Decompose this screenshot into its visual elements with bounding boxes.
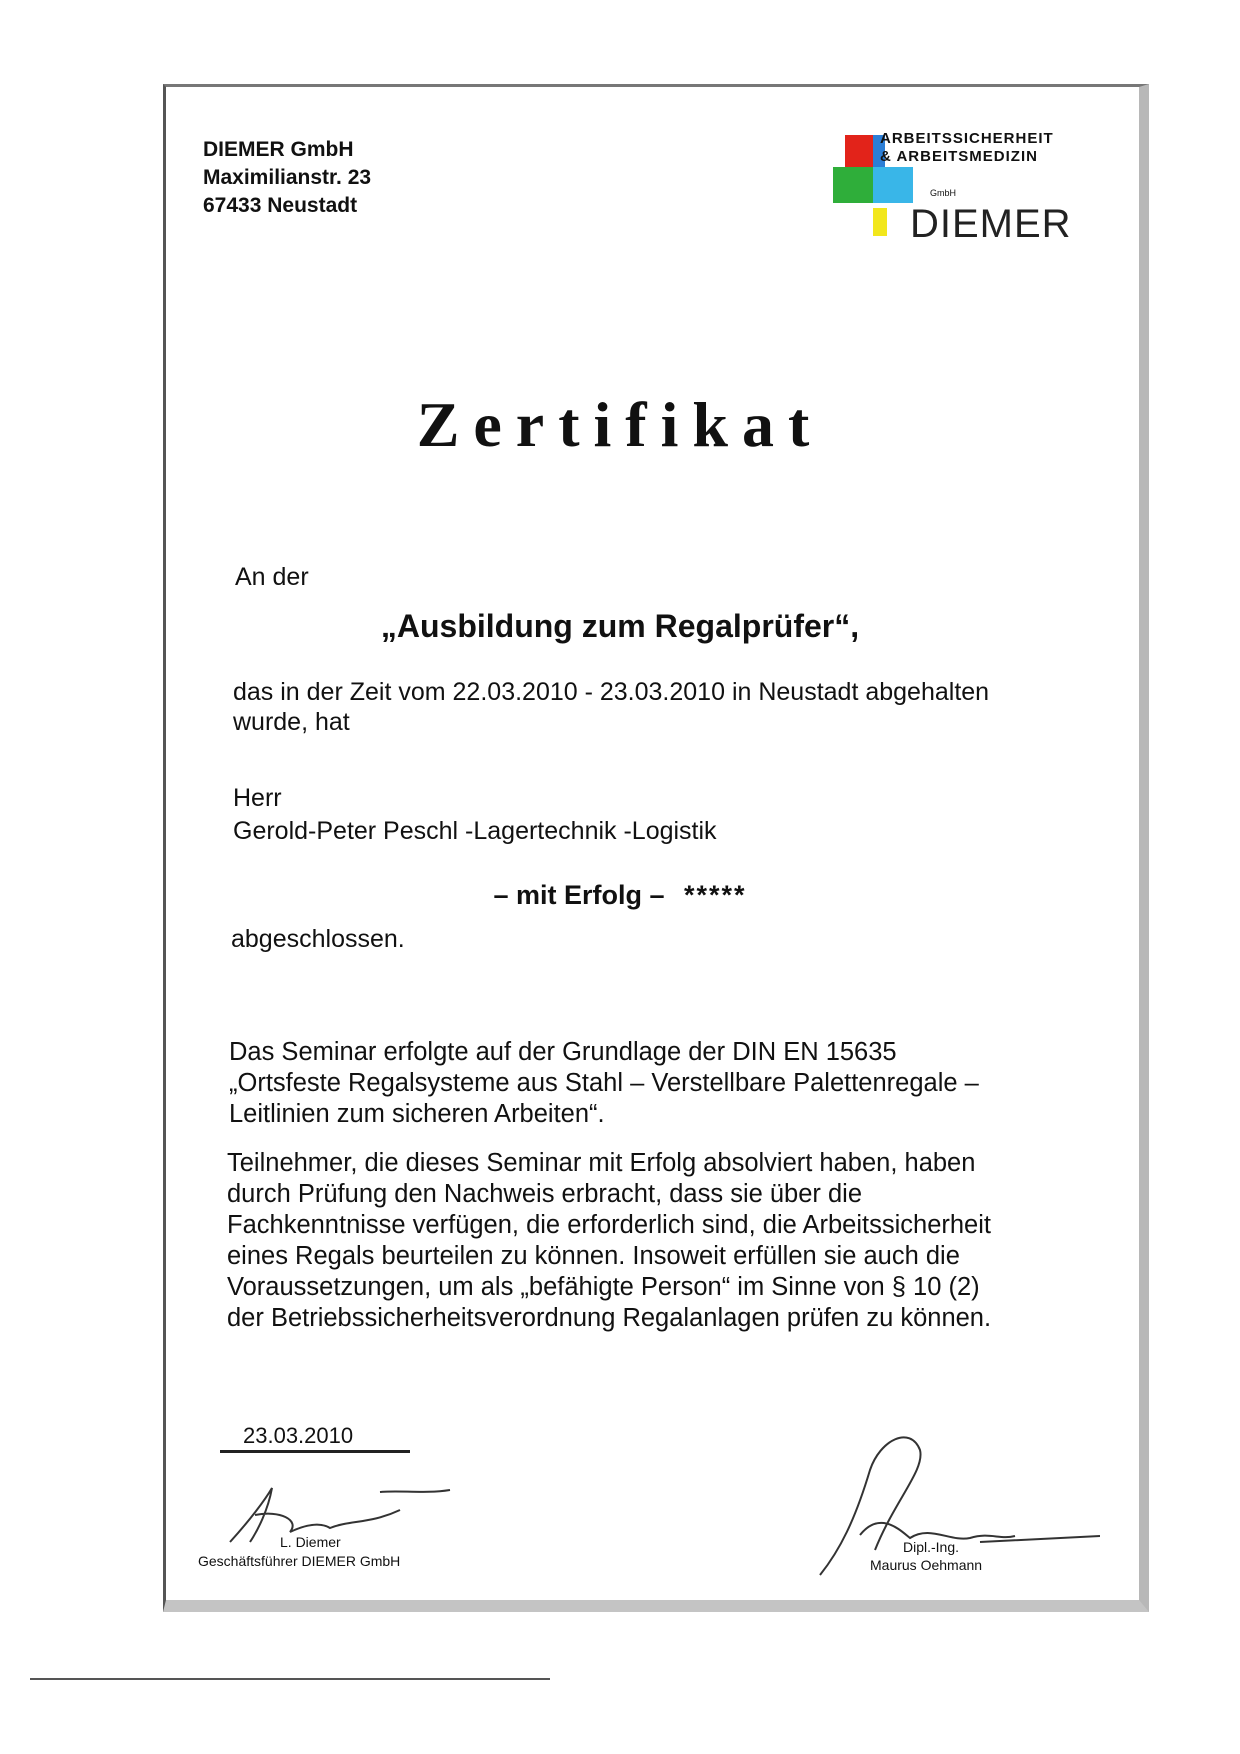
issuer-address	[203, 136, 371, 220]
intro-text: An der	[235, 563, 309, 591]
logo-brand: DIEMER	[910, 202, 1072, 246]
body-line: durch Prüfung den Nachweis erbracht, dass sie über die	[227, 1180, 863, 1208]
certificate-frame	[163, 84, 1149, 1612]
basis-line: Das Seminar erfolgte auf der Grundlage der DIN EN 15635	[229, 1038, 897, 1066]
logo-yellow-square	[873, 208, 887, 236]
basis-line: Leitlinien zum sicheren Arbeiten“.	[229, 1100, 605, 1128]
scan-bottom-rule	[30, 1678, 550, 1680]
body-line: Fachkenntnisse verfügen, die erforderlich sind, die Arbeitssicherheit	[227, 1211, 991, 1239]
left-signer-title: Geschäftsführer DIEMER GmbH	[198, 1553, 401, 1569]
issuer-city: 67433 Neustadt	[203, 194, 358, 217]
course-name: „Ausbildung zum Regalprüfer“,	[380, 608, 860, 644]
logo-cyan-square	[873, 167, 913, 203]
period-line-2: wurde, hat	[233, 708, 350, 736]
logo-green-square	[833, 167, 873, 203]
completed-text: abgeschlossen.	[231, 925, 405, 953]
basis-line: „Ortsfeste Regalsysteme aus Stahl – Verstellbare Palettenregale –	[229, 1069, 979, 1097]
body-paragraph	[227, 1148, 991, 1334]
issue-date: 23.03.2010	[243, 1423, 354, 1448]
result-line	[0, 880, 1240, 911]
issuer-street: Maximilianstr. 23	[203, 166, 372, 189]
period-line-1: das in der Zeit vom 22.03.2010 - 23.03.2010 in Neustadt abgehalten	[233, 678, 990, 706]
result-stars: *****	[684, 880, 747, 910]
body-line: Voraussetzungen, um als „befähigte Person“ im Sinne von § 10 (2)	[227, 1273, 980, 1301]
result-text: – mit Erfolg –	[493, 880, 665, 910]
logo-line-2: & ARBEITSMEDIZIN	[880, 148, 1038, 165]
basis-paragraph	[229, 1037, 979, 1130]
salutation: Herr	[233, 784, 282, 812]
right-signer-title: Dipl.-Ing.	[903, 1539, 960, 1555]
logo-gmbh: GmbH	[930, 188, 957, 198]
body-line: der Betriebssicherheitsverordnung Regalanlagen prüfen zu können.	[227, 1304, 992, 1332]
period-text	[233, 677, 989, 737]
certificate-title: Zertifikat	[416, 389, 824, 460]
issuer-company: DIEMER GmbH	[203, 138, 354, 161]
right-signer-name: Maurus Oehmann	[870, 1557, 983, 1573]
participant-name: Gerold-Peter Peschl -Lagertechnik -Logistik	[233, 817, 717, 845]
logo-line-1: ARBEITSSICHERHEIT	[880, 130, 1054, 147]
left-signer-name: L. Diemer	[280, 1534, 341, 1550]
date-underline	[220, 1450, 410, 1453]
body-line: Teilnehmer, die dieses Seminar mit Erfolg absolviert haben, haben	[227, 1149, 976, 1177]
body-line: eines Regals beurteilen zu können. Insoweit erfüllen sie auch die	[227, 1242, 960, 1270]
